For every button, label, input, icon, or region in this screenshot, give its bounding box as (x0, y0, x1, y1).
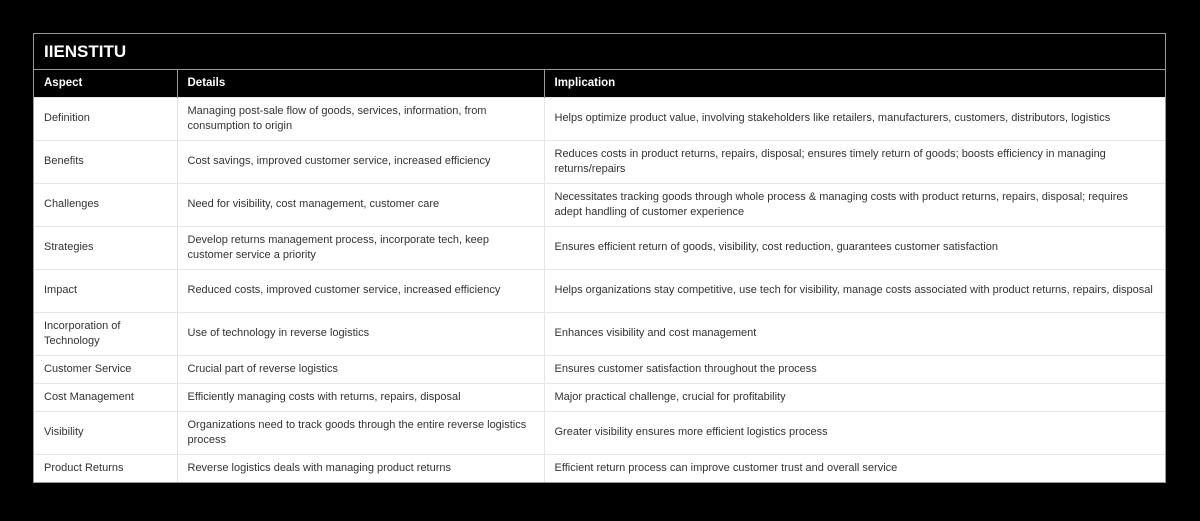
header-row (34, 70, 1165, 97)
cell-implication: Ensures efficient return of goods, visibility, cost reduction, guarantees customer satisfaction (544, 226, 1165, 269)
cell-implication: Reduces costs in product returns, repairs, disposal; ensures timely return of goods; boosts efficiency in managing returns/repairs (544, 140, 1165, 183)
cell-details: Develop returns management process, incorporate tech, keep customer service a priority (177, 226, 544, 269)
info-table-container (33, 33, 1166, 483)
table-row (34, 140, 1165, 183)
table-row (34, 355, 1165, 383)
table-row (34, 226, 1165, 269)
table-row (34, 269, 1165, 312)
cell-details: Crucial part of reverse logistics (177, 355, 544, 383)
cell-aspect: Strategies (34, 226, 177, 269)
table-row (34, 97, 1165, 140)
cell-implication: Greater visibility ensures more efficient logistics process (544, 411, 1165, 454)
cell-aspect: Incorporation of Technology (34, 312, 177, 355)
cell-details: Organizations need to track goods through the entire reverse logistics process (177, 411, 544, 454)
cell-details: Efficiently managing costs with returns, repairs, disposal (177, 383, 544, 411)
cell-details: Reverse logistics deals with managing product returns (177, 454, 544, 482)
table-title: IIENSTITU (34, 34, 1165, 70)
cell-aspect: Customer Service (34, 355, 177, 383)
column-header-aspect: Aspect (34, 70, 177, 97)
table-row (34, 183, 1165, 226)
cell-implication: Helps organizations stay competitive, use tech for visibility, manage costs associated with product returns, repairs, disposal (544, 269, 1165, 312)
cell-aspect: Visibility (34, 411, 177, 454)
cell-aspect: Cost Management (34, 383, 177, 411)
aspect-table (34, 70, 1165, 482)
table-row (34, 411, 1165, 454)
cell-aspect: Definition (34, 97, 177, 140)
cell-details: Managing post-sale flow of goods, services, information, from consumption to origin (177, 97, 544, 140)
table-row (34, 312, 1165, 355)
column-header-details: Details (177, 70, 544, 97)
cell-details: Use of technology in reverse logistics (177, 312, 544, 355)
table-row (34, 454, 1165, 482)
cell-implication: Necessitates tracking goods through whole process & managing costs with product returns, repairs, disposal; requires adept handling of customer experience (544, 183, 1165, 226)
cell-implication: Efficient return process can improve customer trust and overall service (544, 454, 1165, 482)
cell-aspect: Challenges (34, 183, 177, 226)
column-header-implication: Implication (544, 70, 1165, 97)
cell-implication: Major practical challenge, crucial for profitability (544, 383, 1165, 411)
cell-details: Need for visibility, cost management, customer care (177, 183, 544, 226)
cell-implication: Ensures customer satisfaction throughout the process (544, 355, 1165, 383)
cell-aspect: Product Returns (34, 454, 177, 482)
cell-aspect: Impact (34, 269, 177, 312)
cell-details: Cost savings, improved customer service, increased efficiency (177, 140, 544, 183)
cell-aspect: Benefits (34, 140, 177, 183)
cell-implication: Helps optimize product value, involving stakeholders like retailers, manufacturers, customers, distributors, logistics (544, 97, 1165, 140)
cell-implication: Enhances visibility and cost management (544, 312, 1165, 355)
cell-details: Reduced costs, improved customer service, increased efficiency (177, 269, 544, 312)
table-row (34, 383, 1165, 411)
